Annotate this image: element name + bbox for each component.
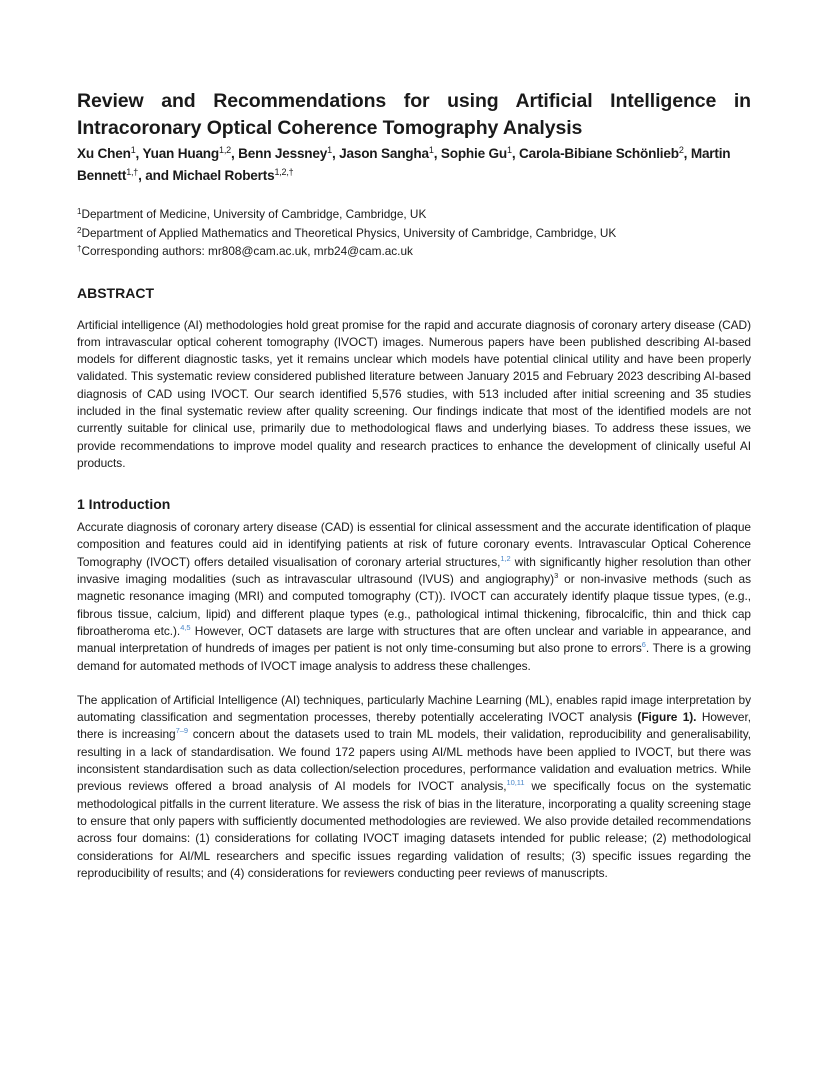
- affiliation-line: $^1$Department of Medicine, University of Cambridge, Cambridge, UK: [77, 207, 427, 221]
- title-line-1: Review and Recommendations for using Artificial Intelligence in: [77, 90, 751, 112]
- author-affil-sup: 2: [678, 145, 684, 155]
- citation-link[interactable]: 10,11: [506, 778, 525, 788]
- author: Michael Roberts: [172, 168, 275, 183]
- citation-link[interactable]: 7–9: [175, 726, 188, 736]
- author-affil-sup: 1: [507, 145, 512, 155]
- abstract-heading: ABSTRACT: [77, 284, 154, 301]
- affiliation-line: $^2$Department of Applied Mathematics and Theoretical Physics, University of Cambridge, Cambridge, UK: [77, 225, 617, 240]
- citation-link[interactable]: 6: [641, 640, 646, 650]
- author: Xu Chen: [77, 146, 131, 161]
- author-affil-sup: 1,†: [126, 167, 139, 177]
- corresponding-authors: †Corresponding authors: mr808@cam.ac.uk, mrb24@cam.ac.uk: [77, 244, 413, 258]
- intro-heading: 1 Introduction: [77, 496, 171, 513]
- author-affil-sup: 1,2: [219, 145, 231, 155]
- author-affil-sup: 1: [327, 145, 332, 155]
- abstract-text: Artificial intelligence (AI) methodologies hold great promise for the rapid and accurate diagnosis of coronary artery disease (CAD) from intravascular optical coherent tomography (IVOCT) images. Numerous papers have been published describing AI-based models for different diagnostic tasks, yet it remains unclear which models have potential clinical utility and have been properly validated. This systematic review considered published literature between January 2015 and February 2023 describing AI-based diagnosis of CAD using IVOCT. Our search identified 5,576 studies, with 513 included after initial screening and 35 studies included in the final systematic review after quality screening. Our findings indicate that most of the identified models are not currently suitable for clinical use, primarily due to methodological flaws and underlying biases. To address these issues, we provide recommendations to improve model quality and research practices to enhance the development of clinically useful AI products.: [77, 317, 751, 470]
- affiliations: [77, 205, 751, 261]
- citation-link[interactable]: 4,5: [180, 622, 191, 632]
- figure-reference[interactable]: (Figure 1).: [637, 710, 697, 725]
- author: Yuan Huang: [142, 146, 220, 161]
- intro-paragraph-1: Accurate diagnosis of coronary artery disease (CAD) is essential for clinical assessment and the accurate identification of plaque composition and features could aid in identifying patients at risk of future coronary events. Intravascular Optical Coherence Tomography (IVOCT) offers detailed visualisation of coronary arterial structures,$^{1,2}$ with significantly higher resolution than other invasive imaging modalities (such as intravascular ultrasound (IVUS) and angiography)$^3$ or non-invasive methods (such as magnetic resonance imaging (MRI) and computed tomography (CT)). IVOCT can accurately identify plaque tissue types, (e.g., fibrous tissue, calcium, lipid) and different plaque types (e.g., pathological intimal thickening, fibrocalcific, thin and thick cap fibroatheroma etc.).$^{4,5}$ However, OCT datasets are large with structures that are often unclear and variable in appearance, and manual interpretation of hundreds of images per patient is not only time-consuming but also prone to errors$^6$. There is a growing demand for automated methods of IVOCT image analysis to address these challenges.: [77, 520, 752, 673]
- author: Jason Sangha: [339, 146, 429, 161]
- title-line-2: Intracoronary Optical Coherence Tomography Analysis: [77, 117, 583, 139]
- author: Benn Jessney: [238, 146, 328, 161]
- citation-link[interactable]: 1,2: [500, 553, 511, 563]
- intro-paragraph-2: The application of Artificial Intelligence (AI) techniques, particularly Machine Learning (ML), enables rapid image interpretation by automating classification and segmentation processes, thereby potentially accelerating IVOCT analysis (Figure 1). However, there is increasing$^{7-9}$ concern about the datasets used to train ML models, their validation, reproducibility and generalisability, resulting in a lack of standardisation. We found 172 papers using AI/ML methods have been applied to IVOCT, but there was inconsistent standardisation such as data collection/selection procedures, performance validation and evaluation metrics. While previous reviews offered a broad analysis of AI models for IVOCT analysis,$^{10,11}$ we specifically focus on the systematic methodological pitfalls in the current literature. We assess the risk of bias in the literature, incorporating a quality screening stage to ensure that only papers with sufficiently documented methodologies are reviewed. We also provide detailed recommendations across four domains: (1) considerations for collating IVOCT imaging datasets intended for public release; (2) methodological considerations for AI/ML researchers and specific issues regarding validation of results; (3) specific issues regarding the reproducibility of results; and (4) considerations for reviewers conducting peer reviews of manuscripts.: [77, 692, 751, 880]
- citation-ref: 3: [554, 571, 559, 581]
- author-affil-sup: 1,2,†: [274, 167, 294, 177]
- paper-title: [77, 88, 751, 142]
- author-affil-sup: 1: [428, 145, 434, 155]
- author-list: Xu Chen$^1$, Yuan Huang$^{1,2}$, Benn Jessney$^1$, Jason Sangha$^1$, Sophie Gu$^1$, Carola-Bibiane Schönlieb$^2$, Martin Bennett$^{1,\dagger}$, and Michael Roberts$^{1,2,\dagger}$: [77, 145, 731, 183]
- author: Sophie Gu: [440, 146, 508, 161]
- author: Martin Bennett: [77, 146, 731, 183]
- author: Carola-Bibiane Schönlieb: [518, 146, 679, 161]
- author-affil-sup: 1: [130, 145, 136, 155]
